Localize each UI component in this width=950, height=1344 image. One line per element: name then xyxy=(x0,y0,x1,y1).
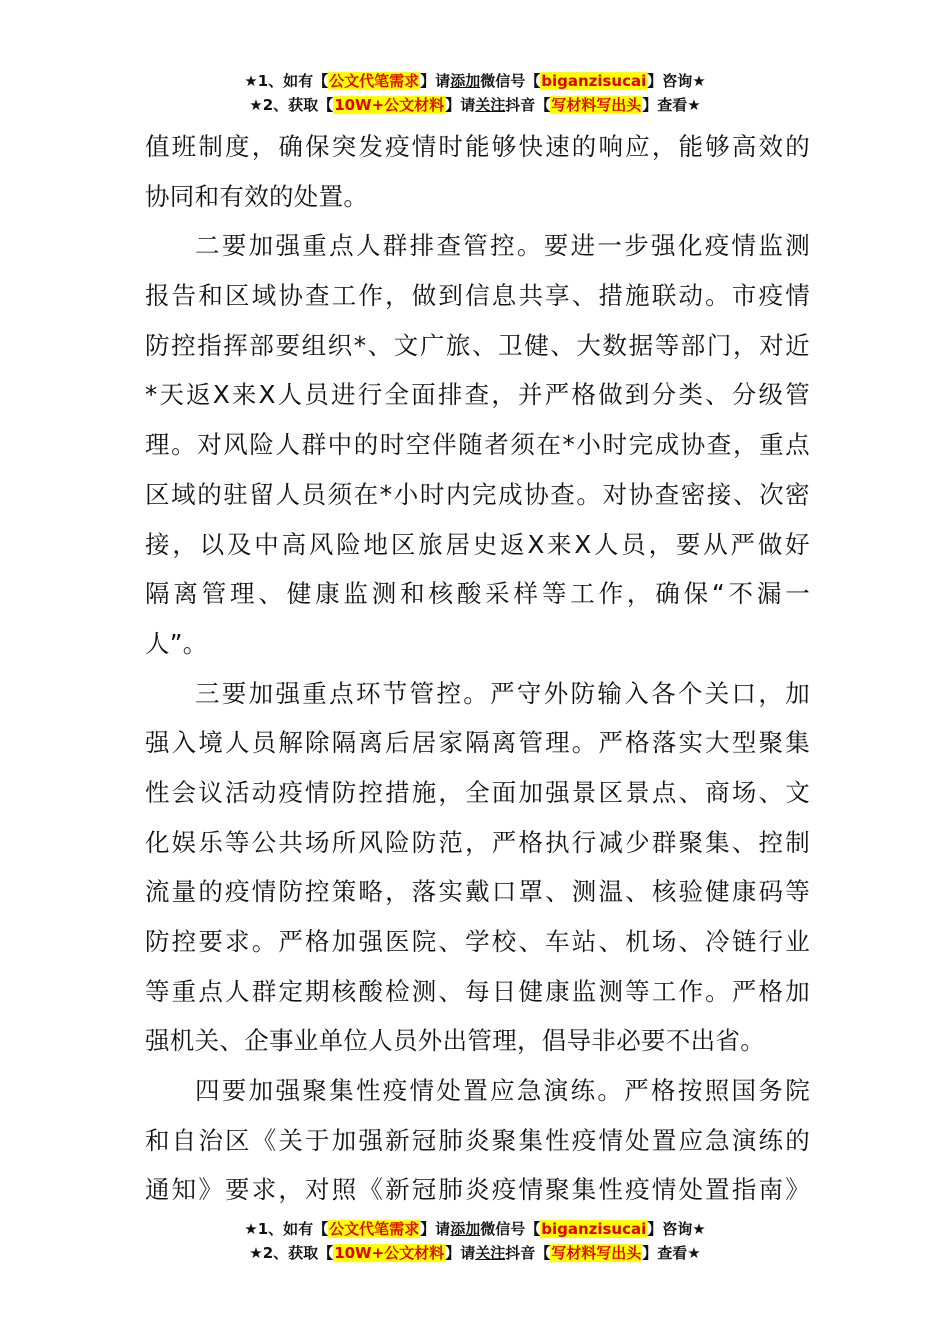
banner-text: 】请 xyxy=(420,1220,451,1238)
body-line: 强入境人员解除隔离后居家隔离管理。严格落实大型聚集 xyxy=(145,728,810,758)
body-line: *天返X来X人员进行全面排查，并严格做到分类、分级管 xyxy=(145,380,810,410)
body-line: 四要加强聚集性疫情处置应急演练。严格按照国务院 xyxy=(195,1076,810,1106)
body-line: 性会议活动疫情防控措施，全面加强景区景点、商场、文 xyxy=(145,777,810,807)
body-line: 通知》要求，对照《新冠肺炎疫情聚集性疫情处置指南》 xyxy=(145,1175,810,1205)
body-line: 人”。 xyxy=(145,628,208,658)
body-line: 理。对风险人群中的时空伴随者须在*小时完成协查，重点 xyxy=(145,430,810,460)
banner-text: 】请 xyxy=(445,96,476,114)
banner-text: 】查看★ xyxy=(642,96,701,114)
banner-text: 微信号【 xyxy=(480,72,541,90)
body-line: 等重点人群定期核酸检测、每日健康监测等工作。严格加 xyxy=(145,976,810,1006)
body-line: 防控要求。严格加强医院、学校、车站、机场、冷链行业 xyxy=(145,927,810,956)
highlight-materials: 10W+公文材料 xyxy=(334,96,445,114)
body-line: 接，以及中高风险地区旅居史返X来X人员，要从严做好 xyxy=(145,529,810,559)
banner-text: ★1、如有【 xyxy=(244,1220,329,1238)
body-line: 值班制度，确保突发疫情时能够快速的响应，能够高效的 xyxy=(145,132,810,161)
highlight-materials: 10W+公文材料 xyxy=(334,1244,445,1262)
body-line: 强机关、企事业单位人员外出管理，倡导非必要不出省。 xyxy=(145,1026,765,1056)
highlight-douyin: 写材料写出头 xyxy=(551,96,642,114)
banner-text: 添加 xyxy=(450,1220,481,1238)
highlight-wechat-id: biganzisucai xyxy=(541,1220,647,1238)
banner-text: 添加 xyxy=(450,72,481,90)
body-line: 二要加强重点人群排查管控。要进一步强化疫情监测 xyxy=(195,231,810,261)
highlight-wechat-id: biganzisucai xyxy=(541,72,647,90)
document-body xyxy=(145,122,810,1215)
banner-text: 抖音【 xyxy=(505,1244,551,1262)
banner-text: 关注 xyxy=(475,1244,506,1262)
body-line: 协同和有效的处置。 xyxy=(145,181,369,211)
banner-line-2 xyxy=(0,94,950,118)
banner-text: 微信号【 xyxy=(480,1220,541,1238)
highlight-douyin: 写材料写出头 xyxy=(551,1244,642,1262)
banner-text: 】请 xyxy=(420,72,451,90)
body-line: 区域的驻留人员须在*小时内完成协查。对协查密接、次密 xyxy=(145,479,810,509)
footer-banner xyxy=(0,1218,950,1266)
body-line: 和自治区《关于加强新冠肺炎聚集性疫情处置应急演练的 xyxy=(145,1125,810,1155)
banner-text: 】请 xyxy=(445,1244,476,1262)
body-line: 防控指挥部要组织*、文广旅、卫健、大数据等部门，对近 xyxy=(145,330,810,360)
banner-text: ★1、如有【 xyxy=(244,72,329,90)
body-line: 隔离管理、健康监测和核酸采样等工作，确保“不漏一 xyxy=(145,579,810,609)
banner-text: 】咨询★ xyxy=(647,72,706,90)
banner-line-2 xyxy=(0,1242,950,1266)
banner-text: ★2、获取【 xyxy=(249,96,334,114)
body-line: 化娱乐等公共场所风险防范，严格执行减少群聚集、控制 xyxy=(145,827,810,857)
body-line: 流量的疫情防控策略，落实戴口罩、测温、核验健康码等 xyxy=(145,877,810,907)
banner-text: 】查看★ xyxy=(642,1244,701,1262)
highlight-ghostwriting: 公文代笔需求 xyxy=(329,72,420,90)
highlight-ghostwriting: 公文代笔需求 xyxy=(329,1220,420,1238)
body-line: 三要加强重点环节管控。严守外防输入各个关口，加 xyxy=(195,678,810,708)
body-line: 报告和区域协查工作，做到信息共享、措施联动。市疫情 xyxy=(145,281,810,311)
banner-text: 】咨询★ xyxy=(647,1220,706,1238)
banner-line-1 xyxy=(0,1218,950,1242)
banner-line-1 xyxy=(0,70,950,94)
banner-text: ★2、获取【 xyxy=(249,1244,334,1262)
banner-text: 关注 xyxy=(475,96,506,114)
header-banner xyxy=(0,70,950,118)
banner-text: 抖音【 xyxy=(505,96,551,114)
